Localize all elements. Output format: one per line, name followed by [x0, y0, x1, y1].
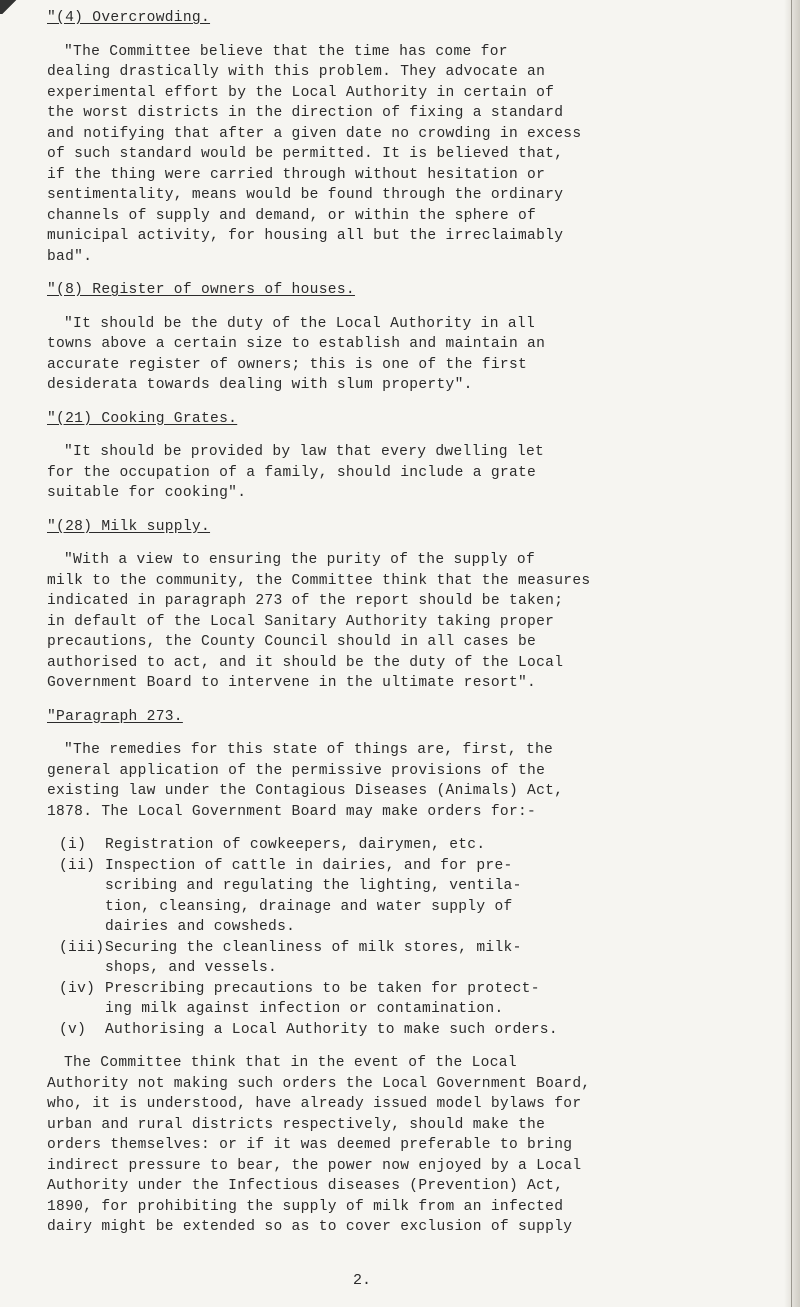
list-item-text: Securing the cleanliness of milk stores, milk- [105, 939, 522, 956]
list-item-text: tion, cleansing, drainage and water supply of [105, 898, 513, 915]
text-line: milk to the community, the Committee think that the measures [47, 572, 591, 589]
heading-gap [47, 301, 777, 314]
page-number: 2. [353, 1272, 372, 1289]
text-line: indicated in paragraph 273 of the report should be taken; [47, 593, 564, 609]
closing-line: 1890, for prohibiting the supply of milk from an infected [47, 1198, 564, 1215]
list-item-line [47, 917, 777, 938]
text-line: desiderata towards dealing with slum property". [47, 377, 473, 393]
list-item-line [47, 938, 777, 959]
closing-line: indirect pressure to bear, the power now enjoyed by a Local [47, 1157, 582, 1174]
section-heading: "(28) Milk supply. [47, 518, 211, 535]
list-item-line [47, 856, 777, 877]
list-item-line [47, 876, 777, 897]
text-line: "It should be provided by law that every dwelling let [64, 444, 545, 460]
text-line: and notifying that after a given date no crowding in excess [47, 125, 582, 142]
text-line: in default of the Local Sanitary Authority taking proper [47, 613, 555, 630]
closing-gap [47, 1040, 777, 1053]
list-item-line [47, 1020, 777, 1041]
list-item-number [47, 999, 105, 1020]
list-item-text: shops, and vessels. [105, 960, 278, 976]
list-item-number: (v) [59, 1021, 87, 1038]
text-line: municipal activity, for housing all but the irreclaimably [47, 228, 564, 244]
heading-gap [47, 727, 777, 740]
text-line: if the thing were carried through without hesitation or [47, 166, 546, 183]
list-item-text: dairies and cowsheds. [105, 919, 296, 935]
list-item-number [47, 897, 105, 918]
page-corner-mark [0, 0, 22, 14]
list-item-number: (i) [59, 837, 87, 853]
list-item-number [47, 917, 105, 938]
text-line: the worst districts in the direction of fixing a standard [47, 105, 564, 121]
list-item-line [47, 897, 777, 918]
text-line: bad". [47, 248, 93, 265]
text-line: "The remedies for this state of things are, first, the [64, 742, 554, 758]
list-item-text: scribing and regulating the lighting, ventila- [105, 878, 522, 894]
closing-line: urban and rural districts respectively, should make the [47, 1116, 546, 1133]
list-item-number: (iv) [59, 980, 96, 997]
provisions-list [47, 835, 777, 1040]
list-item-text: ing milk against infection or contamination. [105, 1001, 504, 1017]
text-line: for the occupation of a family, should include a grate [47, 464, 537, 481]
list-item-text: Authorising a Local Authority to make such orders. [105, 1021, 558, 1038]
text-line: experimental effort by the Local Authority in certain of [47, 84, 555, 101]
text-line: "The Committee believe that the time has come for [64, 43, 508, 60]
heading-gap [47, 537, 777, 550]
closing-line: orders themselves: or if it was deemed preferable to bring [47, 1137, 573, 1153]
text-line: accurate register of owners; this is one of the first [47, 356, 528, 373]
list-item-number [47, 958, 105, 979]
text-line: "With a view to ensuring the purity of the supply of [64, 552, 535, 568]
closing-line: dairy might be extended so as to cover exclusion of supply [47, 1219, 573, 1235]
text-line: dealing drastically with this problem. They advocate an [47, 64, 546, 80]
section-gap [47, 694, 777, 707]
closing-line: who, it is understood, have already issued model bylaws for [47, 1096, 582, 1112]
heading-gap [47, 429, 777, 442]
list-item-line [47, 979, 777, 1000]
section-heading: "(8) Register of owners of houses. [47, 282, 355, 298]
list-gap [47, 822, 777, 835]
section-heading: "(21) Cooking Grates. [47, 410, 238, 427]
text-line: of such standard would be permitted. It is believed that, [47, 146, 564, 162]
list-item-number: (ii) [59, 857, 96, 874]
text-line: channels of supply and demand, or within the sphere of [47, 207, 537, 224]
text-line: general application of the permissive provisions of the [47, 762, 546, 779]
closing-line: The Committee think that in the event of the Local [64, 1055, 517, 1071]
text-line: existing law under the Contagious Diseases (Animals) Act, [47, 783, 564, 799]
text-line: authorised to act, and it should be the duty of the Local [47, 654, 564, 671]
list-item-number: (iii) [59, 939, 105, 956]
text-line: "It should be the duty of the Local Authority in all [64, 315, 535, 332]
list-item-text: Registration of cowkeepers, dairymen, etc. [105, 837, 486, 853]
text-line: 1878. The Local Government Board may make orders for:- [47, 803, 537, 820]
list-item-line [47, 835, 777, 856]
text-line: towns above a certain size to establish and maintain an [47, 336, 546, 352]
heading-gap [47, 29, 777, 42]
list-item-number [47, 876, 105, 897]
closing-line: Authority not making such orders the Local Government Board, [47, 1075, 591, 1092]
list-item-text: Prescribing precautions to be taken for protect- [105, 980, 540, 997]
text-line: precautions, the County Council should in all cases be [47, 634, 537, 650]
page-binding-edge [784, 0, 800, 1307]
list-item-text: Inspection of cattle in dairies, and for pre- [105, 857, 513, 874]
text-line: Government Board to intervene in the ultimate resort". [47, 675, 537, 691]
section-gap [47, 267, 777, 280]
section-gap [47, 504, 777, 517]
page-edge-line [791, 0, 792, 1307]
document-body [47, 8, 777, 1238]
text-line: suitable for cooking". [47, 485, 247, 501]
list-item-line [47, 958, 777, 979]
section-gap [47, 396, 777, 409]
text-line: sentimentality, means would be found through the ordinary [47, 187, 564, 203]
list-item-line [47, 999, 777, 1020]
section-heading: "(4) Overcrowding. [47, 10, 211, 26]
section-heading: "Paragraph 273. [47, 708, 183, 725]
closing-line: Authority under the Infectious diseases (Prevention) Act, [47, 1178, 564, 1194]
